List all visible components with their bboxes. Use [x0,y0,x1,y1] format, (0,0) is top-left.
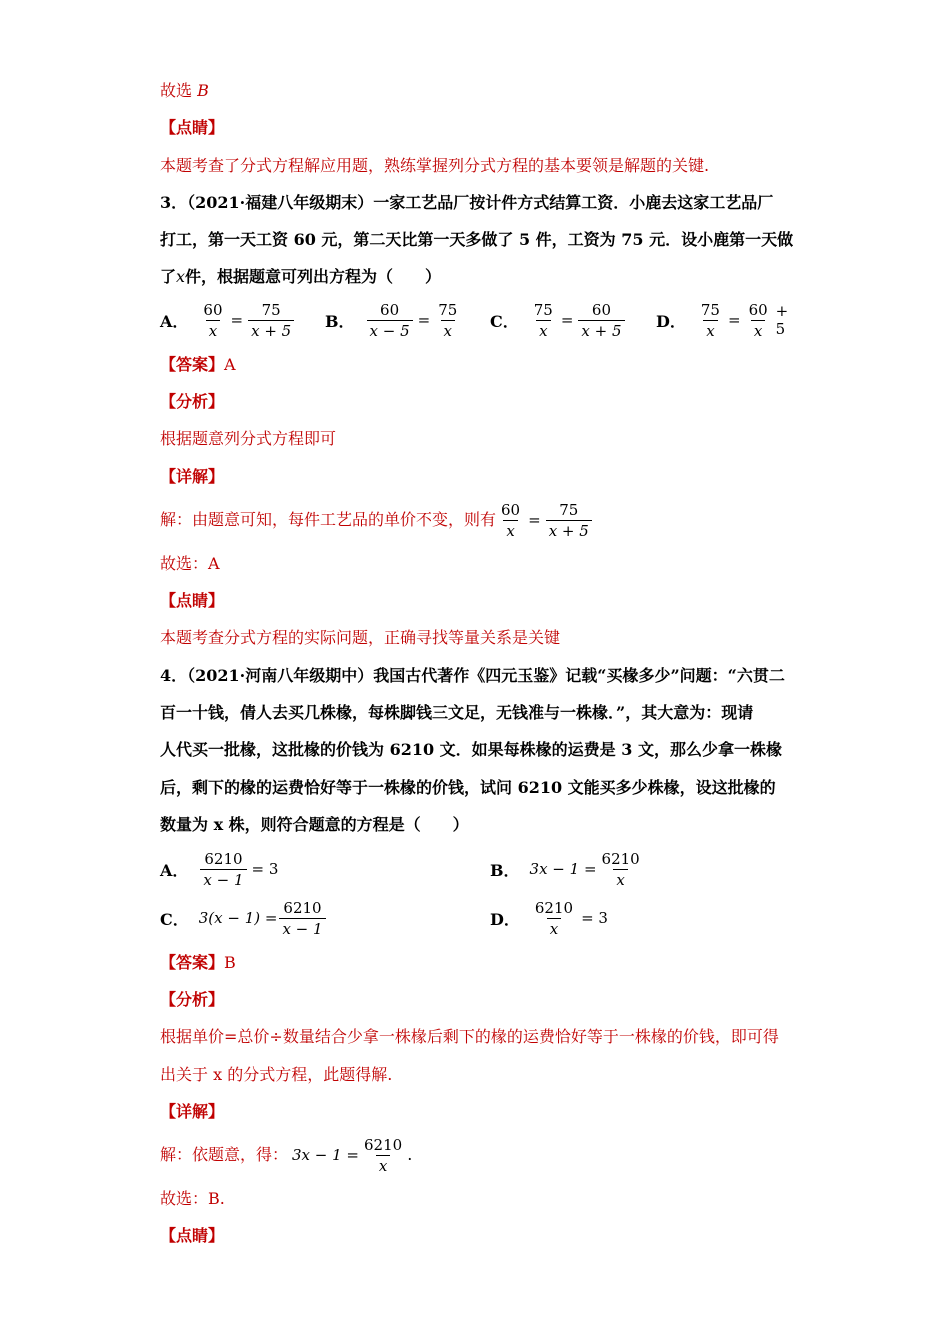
prev-comment-label: 【点睛】 [160,118,225,137]
numerator: 75 [438,300,458,319]
denominator: x [547,918,561,938]
q3-option-a[interactable] [160,298,296,342]
fraction [531,301,556,340]
option-label: B． [490,860,520,880]
numerator: 60 [591,300,612,319]
q3-detail-text: 解：由题意可知，每件工艺品的单价不变，则有 [160,510,497,529]
numerator: 75 [700,300,720,319]
prev-choose-line [160,80,209,102]
fraction [361,1136,405,1175]
q3-analysis-label: 【分析】 [160,392,225,411]
denominator: x [441,320,455,340]
q4-choose-text: 故选：B. [160,1189,225,1208]
fraction [698,301,723,340]
answer-label: 【答案】 [160,953,225,972]
numerator: 6210 [204,849,243,868]
numerator: 6210 [283,898,322,917]
prev-comment-text: 本题考查了分式方程解应用题，熟练掌握列分式方程的基本要领是解题的关键. [160,156,710,175]
q3-analysis-text: 根据题意列分式方程即可 [160,429,337,448]
fraction [498,501,523,540]
option-label: B． [325,311,355,331]
q3-option-d[interactable] [656,298,800,342]
equals-sign: = [560,311,574,329]
fraction [599,850,643,889]
q4-stem-line3: 人代买一批椽，这批椽的价钱为 6210 文．如果每株椽的运费是 3 文，那么少拿一株椽 [160,740,782,759]
q3-stem-line3 [160,266,441,288]
fraction [279,899,325,938]
q3-option-b[interactable] [325,298,462,342]
denominator: x [751,320,765,340]
q4-options-row2 [160,896,800,940]
q4-option-c[interactable] [160,896,328,940]
fraction [546,501,592,540]
q3-detail-label: 【详解】 [160,467,225,486]
q4-option-a[interactable] [160,847,281,891]
q3-stem-line2: 打工，第一天工资 60 元，第二天比第一天多做了 5 件，工资为 75 元．设小鹿第一天做 [160,230,794,249]
fraction [435,301,460,340]
q4-analysis-line1: 根据单价=总价÷数量结合少拿一株椽后剩下的椽的运费恰好等于一株椽的价钱，即可得 [160,1027,779,1046]
q4-detail-line [160,1133,412,1177]
numerator: 6210 [601,849,640,868]
q3-options [160,298,800,342]
q4-stem-line4: 后，剩下的椽的运费恰好等于一株椽的价钱，试问 6210 文能买多少株椽，设这批椽的 [160,778,776,797]
answer-value: B [224,953,236,972]
fraction [578,301,624,340]
denominator: x + 5 [546,520,592,540]
numerator: 60 [380,300,400,319]
option-label: A． [160,311,189,331]
q4-comment-label: 【点睛】 [160,1226,225,1245]
q4-analysis-line2: 出关于 x 的分式方程，此题得解. [160,1065,393,1084]
numerator: 75 [559,500,579,519]
q3-stem-line1: 3．（2021·福建八年级期末）一家工艺品厂按计件方式结算工资．小鹿去这家工艺品厂 [160,193,774,212]
fraction [200,301,225,340]
fraction [200,850,246,889]
plus-term: + 5 [775,302,789,338]
q4-detail-text: 解：依题意，得： [160,1145,289,1164]
numerator: 75 [261,300,281,319]
q4-option-d[interactable] [490,896,611,940]
denominator: x + 5 [248,320,294,340]
denominator: x [206,320,220,340]
option-label: A． [160,860,189,880]
denominator: x − 1 [200,869,246,889]
q3-comment-text: 本题考查分式方程的实际问题，正确寻找等量关系是关键 [160,628,561,647]
denominator: x [503,520,517,540]
q4-stem-line2: 百一十钱，倩人去买几株椽，每株脚钱三文足，无钱准与一株椽．”，其大意为：现请 [160,703,754,722]
q3-detail-line [160,498,594,542]
denominator: x − 5 [367,320,413,340]
numerator: 60 [748,300,768,319]
q4-detail-label: 【详解】 [160,1102,225,1121]
q4-options-row1 [160,847,800,891]
equals-sign: = [230,311,244,329]
denominator: x [613,869,627,889]
q3-comment-label: 【点睛】 [160,591,225,610]
answer-value: A [224,355,236,374]
q4-answer-line [160,952,236,974]
fraction [746,301,771,340]
denominator: x + 5 [578,320,624,340]
denominator: x [376,1155,390,1175]
lhs: 3x − 1 = [292,1146,360,1164]
numerator: 75 [533,300,553,319]
q4-analysis-label: 【分析】 [160,990,225,1009]
option-label: D． [490,909,520,929]
equals-sign: = [528,511,541,529]
fraction [248,301,294,340]
q3-line3-pre: 了 [160,267,177,286]
option-label: C． [160,909,189,929]
q4-stem-line5: 数量为 x 株，则符合题意的方程是（ ） [160,815,469,834]
lhs: 3x − 1 = [529,860,597,878]
fraction [532,899,576,938]
rhs: = 3 [581,909,608,927]
q4-stem-line1: 4．（2021·河南八年级期中）我国古代著作《四元玉鉴》记载“买椽多少”问题：“六贯二 [160,666,785,685]
denominator: x − 1 [279,918,325,938]
option-label: D． [656,311,686,331]
denominator: x [536,320,550,340]
numerator: 6210 [534,898,574,917]
q3-option-c[interactable] [490,298,627,342]
period: . [407,1145,413,1164]
numerator: 6210 [364,1135,403,1154]
equals-sign: = [727,311,741,329]
q3-line3-var: x [176,267,186,286]
numerator: 60 [203,300,223,319]
equals-sign: = [417,311,431,329]
fraction [367,301,413,340]
denominator: x [703,320,717,340]
prev-choose-answer: B [197,81,209,100]
option-label: C． [490,311,519,331]
q3-answer-line [160,354,236,376]
answer-label: 【答案】 [160,355,225,374]
rhs: = 3 [251,860,279,878]
q3-choose-text: 故选：A [160,554,220,573]
prev-choose-prefix: 故选 [160,81,198,100]
lhs: 3(x − 1) = [198,909,278,927]
q4-option-b[interactable] [490,847,645,891]
numerator: 60 [501,500,521,519]
q3-line3-post: 件，根据题意可列出方程为（ ） [185,267,442,286]
